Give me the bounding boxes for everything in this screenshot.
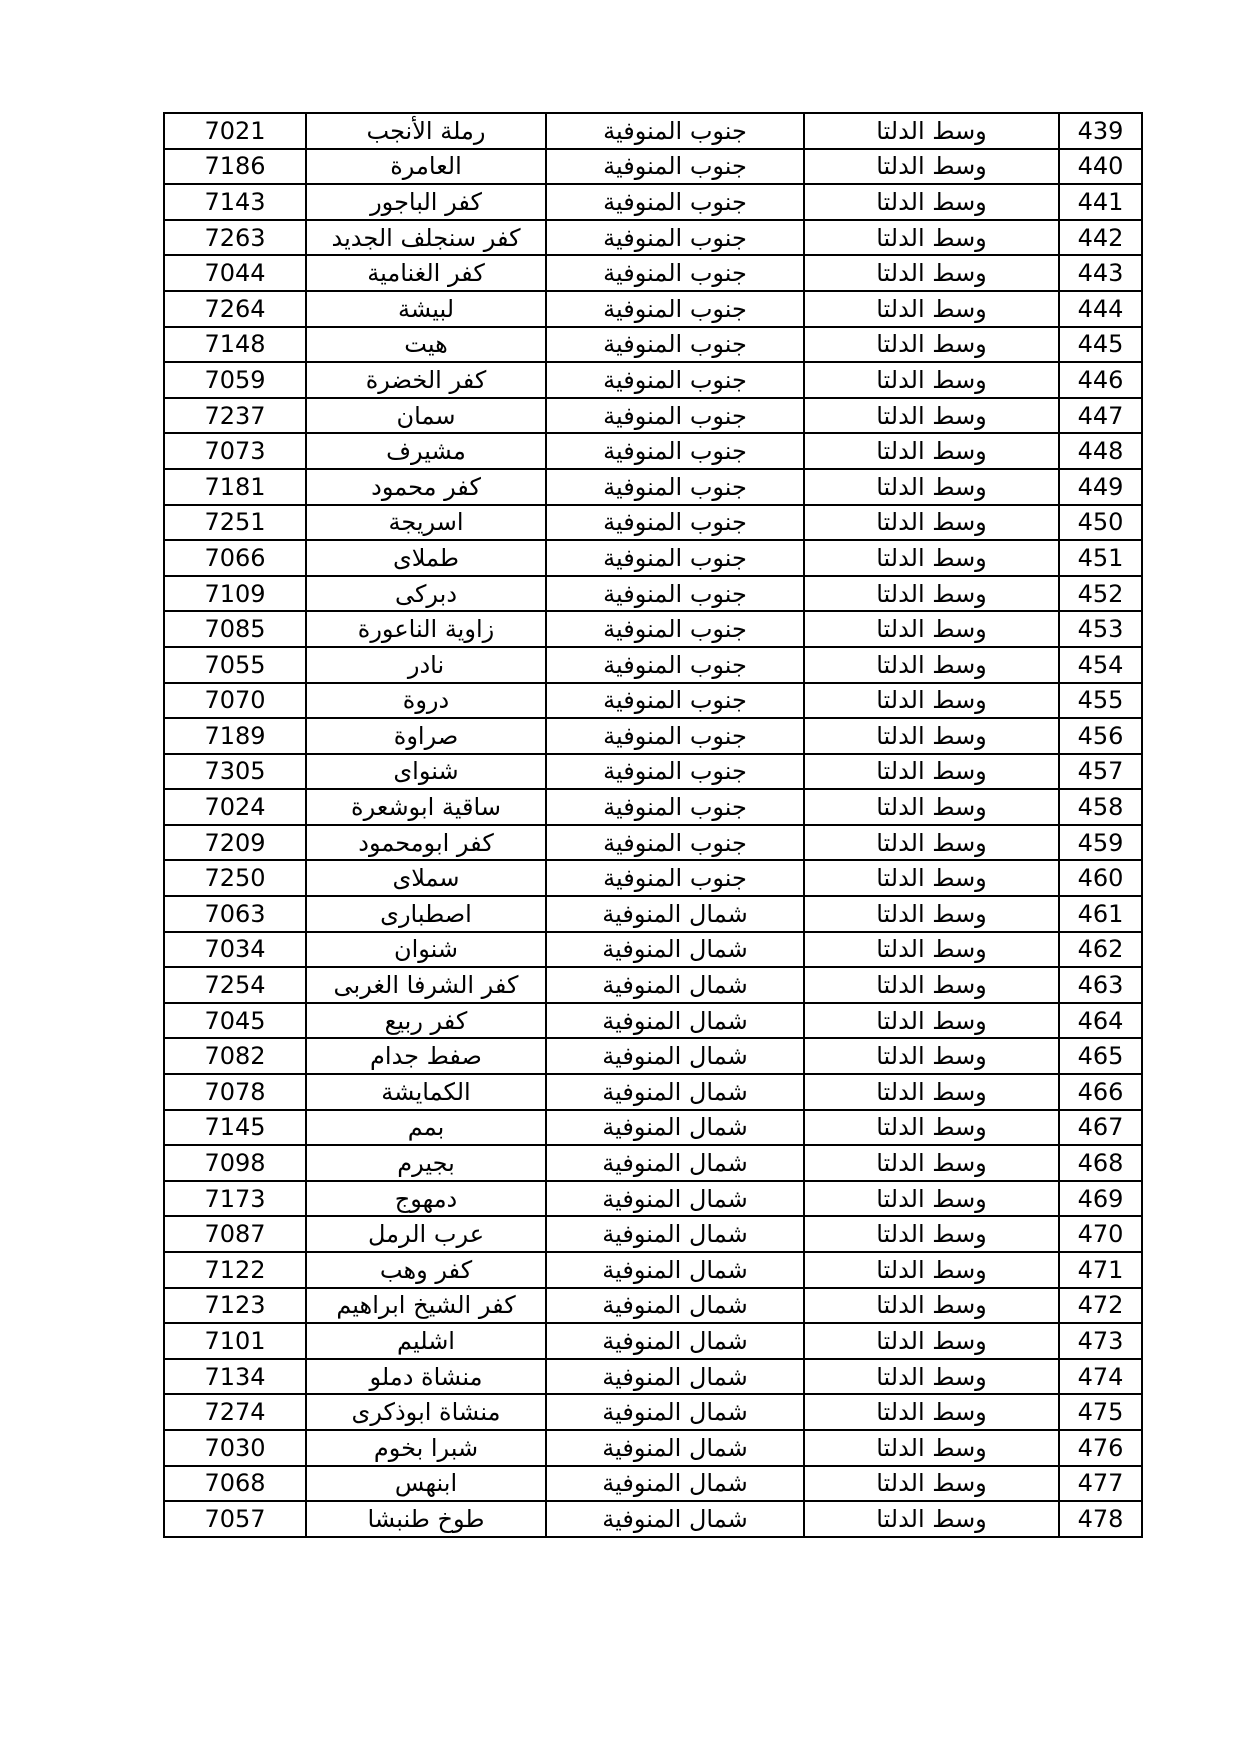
serial-cell: 441 bbox=[1059, 184, 1142, 220]
serial-cell: 450 bbox=[1059, 505, 1142, 541]
region-cell: وسط الدلتا bbox=[804, 113, 1059, 149]
code-cell: 7145 bbox=[164, 1110, 306, 1146]
sector-cell: شمال المنوفية bbox=[546, 1466, 804, 1502]
village-cell: دمهوج bbox=[306, 1181, 546, 1217]
code-cell: 7181 bbox=[164, 469, 306, 505]
village-cell: نادر bbox=[306, 647, 546, 683]
sector-cell: جنوب المنوفية bbox=[546, 184, 804, 220]
village-cell: شبرا بخوم bbox=[306, 1430, 546, 1466]
table-row bbox=[164, 398, 1142, 434]
village-cell: اشليم bbox=[306, 1323, 546, 1359]
table-row bbox=[164, 1110, 1142, 1146]
village-cell: ساقية ابوشعرة bbox=[306, 789, 546, 825]
village-cell: كفر محمود bbox=[306, 469, 546, 505]
village-cell: دروة bbox=[306, 683, 546, 719]
region-cell: وسط الدلتا bbox=[804, 1466, 1059, 1502]
sector-cell: شمال المنوفية bbox=[546, 1394, 804, 1430]
serial-cell: 474 bbox=[1059, 1359, 1142, 1395]
code-cell: 7237 bbox=[164, 398, 306, 434]
region-cell: وسط الدلتا bbox=[804, 1323, 1059, 1359]
village-cell: كفر الشيخ ابراهيم bbox=[306, 1288, 546, 1324]
code-cell: 7098 bbox=[164, 1145, 306, 1181]
region-cell: وسط الدلتا bbox=[804, 896, 1059, 932]
village-cell: كفر ابومحمود bbox=[306, 825, 546, 861]
code-cell: 7274 bbox=[164, 1394, 306, 1430]
village-cell: كفر الشرفا الغربى bbox=[306, 967, 546, 1003]
serial-cell: 476 bbox=[1059, 1430, 1142, 1466]
region-cell: وسط الدلتا bbox=[804, 647, 1059, 683]
region-cell: وسط الدلتا bbox=[804, 362, 1059, 398]
sector-cell: جنوب المنوفية bbox=[546, 362, 804, 398]
village-cell: كفر ربيع bbox=[306, 1003, 546, 1039]
sector-cell: جنوب المنوفية bbox=[546, 860, 804, 896]
region-cell: وسط الدلتا bbox=[804, 576, 1059, 612]
sector-cell: جنوب المنوفية bbox=[546, 149, 804, 185]
village-cell: رملة الأنجب bbox=[306, 113, 546, 149]
table-body bbox=[164, 113, 1142, 1537]
sector-cell: شمال المنوفية bbox=[546, 1323, 804, 1359]
serial-cell: 460 bbox=[1059, 860, 1142, 896]
table-row bbox=[164, 1145, 1142, 1181]
region-cell: وسط الدلتا bbox=[804, 825, 1059, 861]
serial-cell: 478 bbox=[1059, 1501, 1142, 1537]
region-cell: وسط الدلتا bbox=[804, 1216, 1059, 1252]
village-cell: كفر الباجور bbox=[306, 184, 546, 220]
serial-cell: 464 bbox=[1059, 1003, 1142, 1039]
table-row bbox=[164, 896, 1142, 932]
village-cell: سمان bbox=[306, 398, 546, 434]
region-cell: وسط الدلتا bbox=[804, 789, 1059, 825]
table-row bbox=[164, 149, 1142, 185]
sector-cell: جنوب المنوفية bbox=[546, 433, 804, 469]
table-row bbox=[164, 1288, 1142, 1324]
serial-cell: 466 bbox=[1059, 1074, 1142, 1110]
table-row bbox=[164, 647, 1142, 683]
sector-cell: جنوب المنوفية bbox=[546, 327, 804, 363]
code-cell: 7122 bbox=[164, 1252, 306, 1288]
serial-cell: 454 bbox=[1059, 647, 1142, 683]
table-row bbox=[164, 469, 1142, 505]
sector-cell: شمال المنوفية bbox=[546, 1110, 804, 1146]
code-cell: 7134 bbox=[164, 1359, 306, 1395]
code-cell: 7109 bbox=[164, 576, 306, 612]
village-cell: سملاى bbox=[306, 860, 546, 896]
sector-cell: شمال المنوفية bbox=[546, 932, 804, 968]
region-cell: وسط الدلتا bbox=[804, 1252, 1059, 1288]
village-cell: هيت bbox=[306, 327, 546, 363]
code-cell: 7264 bbox=[164, 291, 306, 327]
table-row bbox=[164, 1394, 1142, 1430]
code-cell: 7087 bbox=[164, 1216, 306, 1252]
code-cell: 7123 bbox=[164, 1288, 306, 1324]
village-cell: زاوية الناعورة bbox=[306, 611, 546, 647]
village-cell: شنوان bbox=[306, 932, 546, 968]
table-row bbox=[164, 327, 1142, 363]
code-cell: 7059 bbox=[164, 362, 306, 398]
sector-cell: جنوب المنوفية bbox=[546, 611, 804, 647]
region-cell: وسط الدلتا bbox=[804, 433, 1059, 469]
village-cell: اصطبارى bbox=[306, 896, 546, 932]
region-cell: وسط الدلتا bbox=[804, 1003, 1059, 1039]
region-cell: وسط الدلتا bbox=[804, 1110, 1059, 1146]
table-row bbox=[164, 754, 1142, 790]
table-row bbox=[164, 611, 1142, 647]
village-cell: منشاة دملو bbox=[306, 1359, 546, 1395]
region-cell: وسط الدلتا bbox=[804, 683, 1059, 719]
table-row bbox=[164, 860, 1142, 896]
serial-cell: 453 bbox=[1059, 611, 1142, 647]
code-cell: 7024 bbox=[164, 789, 306, 825]
serial-cell: 471 bbox=[1059, 1252, 1142, 1288]
sector-cell: شمال المنوفية bbox=[546, 1501, 804, 1537]
serial-cell: 461 bbox=[1059, 896, 1142, 932]
sector-cell: شمال المنوفية bbox=[546, 1145, 804, 1181]
sector-cell: جنوب المنوفية bbox=[546, 291, 804, 327]
village-cell: كفر وهب bbox=[306, 1252, 546, 1288]
code-cell: 7082 bbox=[164, 1038, 306, 1074]
table-row bbox=[164, 1074, 1142, 1110]
code-cell: 7101 bbox=[164, 1323, 306, 1359]
serial-cell: 456 bbox=[1059, 718, 1142, 754]
region-cell: وسط الدلتا bbox=[804, 184, 1059, 220]
sector-cell: جنوب المنوفية bbox=[546, 469, 804, 505]
region-cell: وسط الدلتا bbox=[804, 1359, 1059, 1395]
sector-cell: شمال المنوفية bbox=[546, 1074, 804, 1110]
code-cell: 7085 bbox=[164, 611, 306, 647]
table-row bbox=[164, 789, 1142, 825]
table-row bbox=[164, 932, 1142, 968]
serial-cell: 473 bbox=[1059, 1323, 1142, 1359]
serial-cell: 467 bbox=[1059, 1110, 1142, 1146]
table-row bbox=[164, 967, 1142, 1003]
serial-cell: 468 bbox=[1059, 1145, 1142, 1181]
region-cell: وسط الدلتا bbox=[804, 860, 1059, 896]
table-row bbox=[164, 1430, 1142, 1466]
sector-cell: شمال المنوفية bbox=[546, 1003, 804, 1039]
sector-cell: شمال المنوفية bbox=[546, 1359, 804, 1395]
village-cell: صراوة bbox=[306, 718, 546, 754]
region-cell: وسط الدلتا bbox=[804, 611, 1059, 647]
code-cell: 7251 bbox=[164, 505, 306, 541]
serial-cell: 475 bbox=[1059, 1394, 1142, 1430]
table-row bbox=[164, 220, 1142, 256]
region-cell: وسط الدلتا bbox=[804, 1394, 1059, 1430]
sector-cell: جنوب المنوفية bbox=[546, 718, 804, 754]
table-row bbox=[164, 1323, 1142, 1359]
village-cell: مشيرف bbox=[306, 433, 546, 469]
serial-cell: 463 bbox=[1059, 967, 1142, 1003]
table-row bbox=[164, 576, 1142, 612]
village-cell: شنواى bbox=[306, 754, 546, 790]
village-cell: العامرة bbox=[306, 149, 546, 185]
region-cell: وسط الدلتا bbox=[804, 220, 1059, 256]
serial-cell: 459 bbox=[1059, 825, 1142, 861]
serial-cell: 446 bbox=[1059, 362, 1142, 398]
region-cell: وسط الدلتا bbox=[804, 1430, 1059, 1466]
serial-cell: 440 bbox=[1059, 149, 1142, 185]
sector-cell: جنوب المنوفية bbox=[546, 825, 804, 861]
region-cell: وسط الدلتا bbox=[804, 149, 1059, 185]
code-cell: 7044 bbox=[164, 255, 306, 291]
serial-cell: 462 bbox=[1059, 932, 1142, 968]
region-cell: وسط الدلتا bbox=[804, 1145, 1059, 1181]
code-cell: 7173 bbox=[164, 1181, 306, 1217]
region-cell: وسط الدلتا bbox=[804, 291, 1059, 327]
serial-cell: 469 bbox=[1059, 1181, 1142, 1217]
code-cell: 7186 bbox=[164, 149, 306, 185]
village-cell: طوخ طنبشا bbox=[306, 1501, 546, 1537]
serial-cell: 465 bbox=[1059, 1038, 1142, 1074]
table-row bbox=[164, 1216, 1142, 1252]
sector-cell: شمال المنوفية bbox=[546, 967, 804, 1003]
serial-cell: 448 bbox=[1059, 433, 1142, 469]
region-cell: وسط الدلتا bbox=[804, 540, 1059, 576]
table-row bbox=[164, 1003, 1142, 1039]
village-cell: طملاى bbox=[306, 540, 546, 576]
region-cell: وسط الدلتا bbox=[804, 1038, 1059, 1074]
village-cell: اسريجة bbox=[306, 505, 546, 541]
region-cell: وسط الدلتا bbox=[804, 1181, 1059, 1217]
village-cell: منشاة ابوذكرى bbox=[306, 1394, 546, 1430]
code-cell: 7070 bbox=[164, 683, 306, 719]
sector-cell: جنوب المنوفية bbox=[546, 789, 804, 825]
code-cell: 7254 bbox=[164, 967, 306, 1003]
serial-cell: 477 bbox=[1059, 1466, 1142, 1502]
table-row bbox=[164, 1252, 1142, 1288]
serial-cell: 451 bbox=[1059, 540, 1142, 576]
code-cell: 7034 bbox=[164, 932, 306, 968]
region-cell: وسط الدلتا bbox=[804, 1501, 1059, 1537]
sector-cell: شمال المنوفية bbox=[546, 1216, 804, 1252]
table-row bbox=[164, 1466, 1142, 1502]
code-cell: 7250 bbox=[164, 860, 306, 896]
serial-cell: 455 bbox=[1059, 683, 1142, 719]
code-cell: 7066 bbox=[164, 540, 306, 576]
table-row bbox=[164, 113, 1142, 149]
sector-cell: جنوب المنوفية bbox=[546, 754, 804, 790]
table-row bbox=[164, 1038, 1142, 1074]
code-cell: 7263 bbox=[164, 220, 306, 256]
code-cell: 7057 bbox=[164, 1501, 306, 1537]
sector-cell: جنوب المنوفية bbox=[546, 398, 804, 434]
sector-cell: جنوب المنوفية bbox=[546, 683, 804, 719]
sector-cell: شمال المنوفية bbox=[546, 1038, 804, 1074]
code-cell: 7078 bbox=[164, 1074, 306, 1110]
sector-cell: شمال المنوفية bbox=[546, 1430, 804, 1466]
serial-cell: 444 bbox=[1059, 291, 1142, 327]
serial-cell: 443 bbox=[1059, 255, 1142, 291]
sector-cell: جنوب المنوفية bbox=[546, 540, 804, 576]
table-row bbox=[164, 184, 1142, 220]
table-row bbox=[164, 825, 1142, 861]
serial-cell: 449 bbox=[1059, 469, 1142, 505]
serial-cell: 457 bbox=[1059, 754, 1142, 790]
code-cell: 7305 bbox=[164, 754, 306, 790]
sector-cell: شمال المنوفية bbox=[546, 1252, 804, 1288]
serial-cell: 447 bbox=[1059, 398, 1142, 434]
serial-cell: 452 bbox=[1059, 576, 1142, 612]
village-cell: بجيرم bbox=[306, 1145, 546, 1181]
village-cell: كفر الغنامية bbox=[306, 255, 546, 291]
serial-cell: 442 bbox=[1059, 220, 1142, 256]
serial-cell: 445 bbox=[1059, 327, 1142, 363]
table-row bbox=[164, 291, 1142, 327]
region-cell: وسط الدلتا bbox=[804, 255, 1059, 291]
sector-cell: جنوب المنوفية bbox=[546, 576, 804, 612]
village-cell: صفط جدام bbox=[306, 1038, 546, 1074]
sector-cell: جنوب المنوفية bbox=[546, 113, 804, 149]
sector-cell: شمال المنوفية bbox=[546, 1181, 804, 1217]
region-cell: وسط الدلتا bbox=[804, 1074, 1059, 1110]
village-cell: كفر سنجلف الجديد bbox=[306, 220, 546, 256]
code-cell: 7073 bbox=[164, 433, 306, 469]
region-cell: وسط الدلتا bbox=[804, 1288, 1059, 1324]
village-cell: ابنهس bbox=[306, 1466, 546, 1502]
sector-cell: جنوب المنوفية bbox=[546, 505, 804, 541]
code-cell: 7021 bbox=[164, 113, 306, 149]
village-cell: كفر الخضرة bbox=[306, 362, 546, 398]
serial-cell: 472 bbox=[1059, 1288, 1142, 1324]
table-row bbox=[164, 540, 1142, 576]
village-cell: بمم bbox=[306, 1110, 546, 1146]
code-cell: 7143 bbox=[164, 184, 306, 220]
village-cell: دبركى bbox=[306, 576, 546, 612]
sector-cell: شمال المنوفية bbox=[546, 1288, 804, 1324]
region-cell: وسط الدلتا bbox=[804, 932, 1059, 968]
sector-cell: جنوب المنوفية bbox=[546, 220, 804, 256]
table-row bbox=[164, 1359, 1142, 1395]
serial-cell: 439 bbox=[1059, 113, 1142, 149]
village-cell: لبيشة bbox=[306, 291, 546, 327]
region-cell: وسط الدلتا bbox=[804, 754, 1059, 790]
table-row bbox=[164, 505, 1142, 541]
region-cell: وسط الدلتا bbox=[804, 505, 1059, 541]
code-cell: 7030 bbox=[164, 1430, 306, 1466]
village-cell: عرب الرمل bbox=[306, 1216, 546, 1252]
code-cell: 7068 bbox=[164, 1466, 306, 1502]
villages-table bbox=[163, 112, 1143, 1538]
table-row bbox=[164, 1501, 1142, 1537]
table-row bbox=[164, 718, 1142, 754]
region-cell: وسط الدلتا bbox=[804, 718, 1059, 754]
table-row bbox=[164, 255, 1142, 291]
region-cell: وسط الدلتا bbox=[804, 398, 1059, 434]
table-row bbox=[164, 362, 1142, 398]
code-cell: 7148 bbox=[164, 327, 306, 363]
code-cell: 7209 bbox=[164, 825, 306, 861]
serial-cell: 470 bbox=[1059, 1216, 1142, 1252]
table-row bbox=[164, 683, 1142, 719]
table-row bbox=[164, 433, 1142, 469]
serial-cell: 458 bbox=[1059, 789, 1142, 825]
sector-cell: جنوب المنوفية bbox=[546, 255, 804, 291]
sector-cell: شمال المنوفية bbox=[546, 896, 804, 932]
code-cell: 7063 bbox=[164, 896, 306, 932]
village-cell: الكمايشة bbox=[306, 1074, 546, 1110]
code-cell: 7045 bbox=[164, 1003, 306, 1039]
code-cell: 7189 bbox=[164, 718, 306, 754]
region-cell: وسط الدلتا bbox=[804, 469, 1059, 505]
region-cell: وسط الدلتا bbox=[804, 327, 1059, 363]
code-cell: 7055 bbox=[164, 647, 306, 683]
sector-cell: جنوب المنوفية bbox=[546, 647, 804, 683]
table-row bbox=[164, 1181, 1142, 1217]
region-cell: وسط الدلتا bbox=[804, 967, 1059, 1003]
